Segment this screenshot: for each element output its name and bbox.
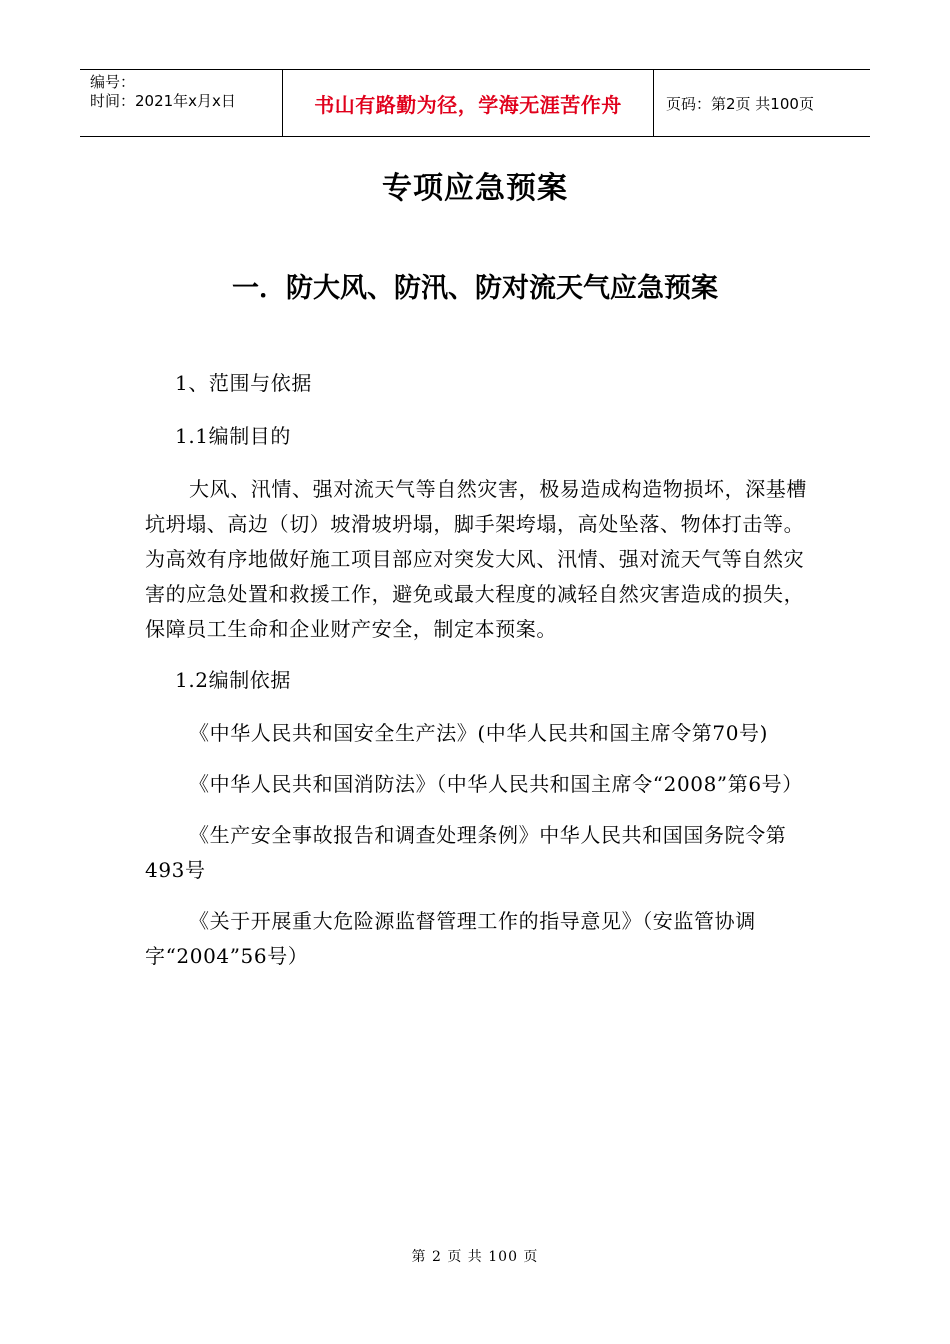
header-motto: 书山有路勤为径，学海无涯苦作舟 [282, 70, 654, 136]
body-paragraph: 《生产安全事故报告和调查处理条例》中华人民共和国国务院令第493号 [145, 823, 787, 882]
body-paragraph: 《中华人民共和国安全生产法》(中华人民共和国主席令第70号) [189, 721, 769, 745]
document-header [80, 69, 870, 137]
body-paragraph: 大风、汛情、强对流天气等自然灾害，极易造成构造物损坏，深基槽坑坍塌、高边（切）坡滑坡坍塌，脚手架垮塌，高处坠落、物体打击等。为高效有序地做好施工项目部应对突发大风、汛情、强对流天气等自然灾害的应急处置和救援工作，避免或最大程度的减轻自然灾害造成的损失，保障员工生命和企业财产安全，制定本预案。 [145, 477, 807, 641]
body-paragraph: 《中华人民共和国消防法》（中华人民共和国主席令“2008”第6号） [189, 772, 803, 796]
body-paragraph: 《关于开展重大危险源监督管理工作的指导意见》（安监管协调字“2004”56号） [145, 909, 756, 968]
header-page-info: 页码：第2页 共100页 [666, 94, 814, 113]
section-heading: 1.2编制依据 [175, 668, 292, 692]
section-title: 一．防大风、防汛、防对流天气应急预案 [232, 273, 718, 304]
header-meta [80, 70, 282, 136]
section-heading: 1.1编制目的 [175, 424, 292, 448]
time-label: 时间：2021年x月x日 [90, 92, 236, 110]
page-footer: 第 2 页 共 100 页 [411, 1249, 539, 1265]
document-body [145, 366, 810, 990]
number-label: 编号： [90, 73, 136, 91]
section-heading: 1、范围与依据 [175, 371, 312, 395]
document-title: 专项应急预案 [382, 171, 568, 206]
